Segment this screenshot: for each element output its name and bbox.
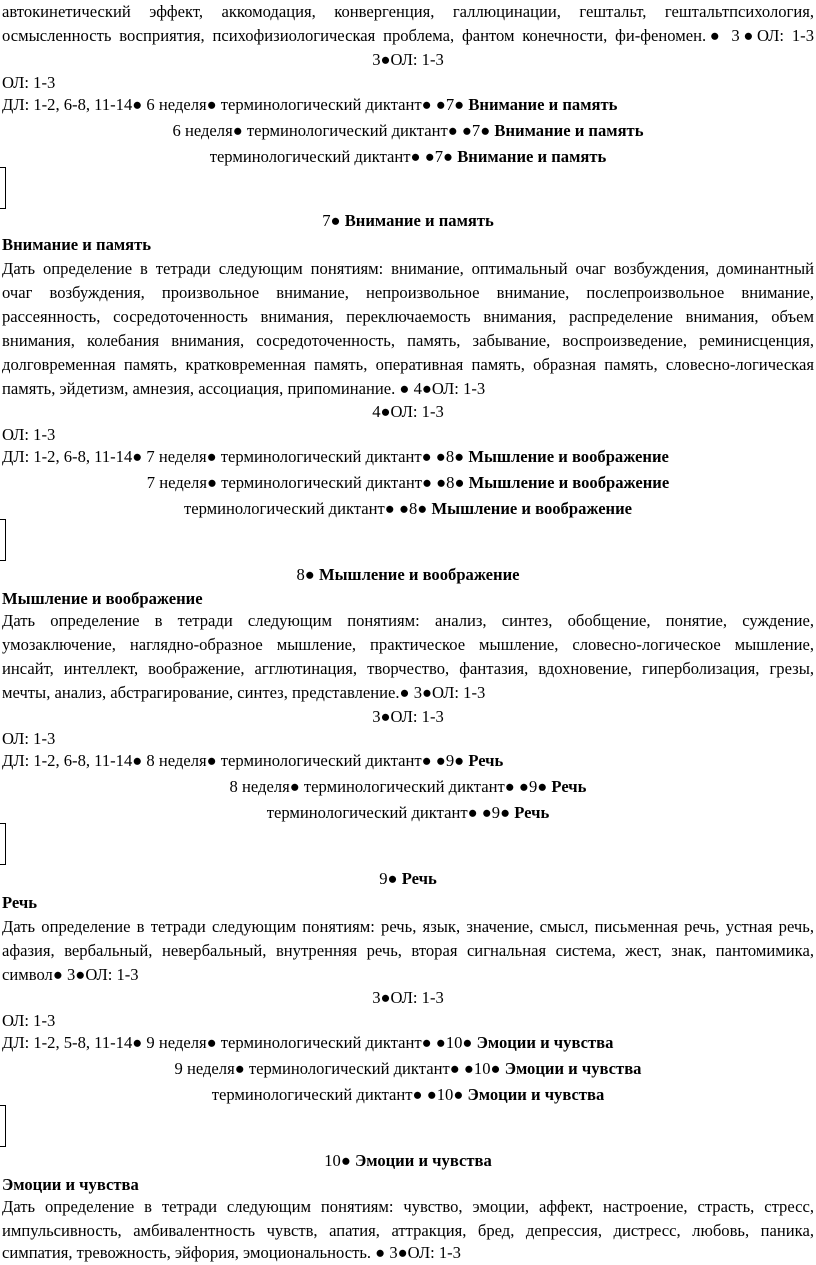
bold-title: Речь xyxy=(468,751,504,770)
text-line xyxy=(2,93,814,116)
text-line xyxy=(2,963,814,986)
centered-line xyxy=(2,563,814,586)
text-line xyxy=(2,749,814,772)
line-text: Дать определение в тетради следующим понятиям: речь, язык, значение, смысл, письменная речь, устная речь, xyxy=(2,917,814,936)
centered-line xyxy=(2,1083,814,1106)
bold-title: Мышление и воображение xyxy=(2,589,203,608)
text-line xyxy=(2,305,814,328)
margin-bar xyxy=(0,823,6,865)
text-line xyxy=(2,257,814,280)
line-text: ДЛ: 1-2, 6-8, 11-14● 8 неделя● терминологический диктант● ●9● xyxy=(2,751,469,770)
line-text: 6 неделя● терминологический диктант● ●7● xyxy=(172,121,495,140)
bold-title: Речь xyxy=(551,777,587,796)
line-text: ОЛ: 1-3 xyxy=(2,73,56,92)
text-line xyxy=(2,24,814,47)
text-line xyxy=(2,657,814,680)
line-text: Дать определение в тетради следующим понятиям: чувство, эмоции, аффект, настроение, страсть, стресс, xyxy=(2,1197,814,1216)
line-text: ДЛ: 1-2, 6-8, 11-14● 6 неделя● терминологический диктант● ●7● xyxy=(2,95,469,114)
centered-line xyxy=(2,986,814,1009)
centered-line xyxy=(2,471,814,494)
bold-title: Эмоции и чувства xyxy=(467,1085,605,1104)
bold-title: Мышление и воображение xyxy=(468,447,669,466)
margin-bar xyxy=(0,1105,6,1147)
line-text: осмысленность восприятия, психофизиологическая проблема, фантом конечности, фи-феномен.● 3●ОЛ: 1-3 xyxy=(2,26,814,45)
bold-title: Внимание и память xyxy=(344,211,494,230)
centered-line xyxy=(2,119,814,142)
text-line xyxy=(2,0,814,23)
line-text: 9 неделя● терминологический диктант● ●10● xyxy=(174,1059,505,1078)
section-heading xyxy=(2,891,814,914)
centered-line xyxy=(2,705,814,728)
margin-bar xyxy=(0,519,6,561)
text-line xyxy=(2,1219,814,1242)
bold-title: Мышление и воображение xyxy=(431,499,633,518)
text-line xyxy=(2,1241,814,1264)
line-text: 8 неделя● терминологический диктант● ●9● xyxy=(229,777,552,796)
line-text: рассеянность, сосредоточенность внимания, переключаемость внимания, распределение внимания, объем xyxy=(2,307,814,326)
bold-title: Эмоции и чувства xyxy=(476,1033,614,1052)
line-text: автокинетический эффект, аккомодация, конвергенция, галлюцинации, гештальт, гештальтпсихология, xyxy=(2,2,814,21)
line-text: терминологический диктант● ●10● xyxy=(211,1085,468,1104)
centered-line xyxy=(2,775,814,798)
centered-line xyxy=(2,1149,814,1172)
line-text: ДЛ: 1-2, 6-8, 11-14● 7 неделя● терминологический диктант● ●8● xyxy=(2,447,469,466)
section-heading xyxy=(2,233,814,256)
line-text: 3●ОЛ: 1-3 xyxy=(372,988,444,1007)
centered-line xyxy=(2,867,814,890)
section-heading xyxy=(2,587,814,610)
line-text: 8● xyxy=(296,565,319,584)
text-line xyxy=(2,1009,814,1032)
text-line xyxy=(2,281,814,304)
bold-title: Речь xyxy=(401,869,437,888)
bold-title: Эмоции и чувства xyxy=(2,1175,139,1194)
bold-title: Внимание и память xyxy=(468,95,618,114)
bold-title: Эмоции и чувства xyxy=(354,1151,492,1170)
line-text: импульсивность, амбивалентность чувств, апатия, аттракция, бред, депрессия, дистресс, любовь, паника, xyxy=(2,1221,814,1240)
text-line xyxy=(2,609,814,632)
line-text: внимания, колебания внимания, сосредоточенность, память, забывание, воспроизведение, реминисценция, xyxy=(2,331,814,350)
text-line xyxy=(2,727,814,750)
bold-title: Внимание и память xyxy=(2,235,152,254)
centered-line xyxy=(2,209,814,232)
line-text: ОЛ: 1-3 xyxy=(2,1011,56,1030)
line-text: память, эйдетизм, амнезия, ассоциация, припоминание. ● 4●ОЛ: 1-3 xyxy=(2,379,486,398)
line-text: 3●ОЛ: 1-3 xyxy=(372,50,444,69)
text-line xyxy=(2,423,814,446)
line-text: 7 неделя● терминологический диктант● ●8● xyxy=(146,473,469,492)
text-line xyxy=(2,681,814,704)
line-text: инсайт, интеллект, воображение, агглютинация, творчество, фантазия, вдохновение, гиперболизация, грезы, xyxy=(2,659,814,678)
line-text: 10● xyxy=(324,1151,355,1170)
line-text: Дать определение в тетради следующим понятиям: анализ, синтез, обобщение, понятие, суждение, xyxy=(2,611,814,630)
text-line xyxy=(2,1031,814,1054)
text-line xyxy=(2,71,814,94)
centered-line xyxy=(2,497,814,520)
line-text: 7● xyxy=(322,211,345,230)
text-line xyxy=(2,939,814,962)
centered-line xyxy=(2,400,814,423)
section-heading xyxy=(2,1173,814,1196)
bold-title: Эмоции и чувства xyxy=(504,1059,642,1078)
bold-title: Мышление и воображение xyxy=(318,565,520,584)
line-text: ОЛ: 1-3 xyxy=(2,425,56,444)
line-text: симпатия, тревожность, эйфория, эмоциональность. ● 3●ОЛ: 1-3 xyxy=(2,1243,461,1262)
bold-title: Речь xyxy=(514,803,550,822)
line-text: ДЛ: 1-2, 5-8, 11-14● 9 неделя● терминологический диктант● ●10● xyxy=(2,1033,477,1052)
bold-title: Внимание и память xyxy=(494,121,644,140)
line-text: терминологический диктант● ●8● xyxy=(183,499,432,518)
line-text: терминологический диктант● ●9● xyxy=(266,803,515,822)
text-line xyxy=(2,1195,814,1218)
line-text: очаг возбуждения, произвольное внимание, непроизвольное внимание, послепроизвольное внимание, xyxy=(2,283,814,302)
line-text: мечты, анализ, абстрагирование, синтез, представление.● 3●ОЛ: 1-3 xyxy=(2,683,486,702)
text-line xyxy=(2,633,814,656)
text-line xyxy=(2,329,814,352)
line-text: терминологический диктант● ●7● xyxy=(209,147,458,166)
text-line xyxy=(2,915,814,938)
line-text: умозаключение, наглядно-образное мышление, практическое мышление, словесно-логическое мышление, xyxy=(2,635,814,654)
line-text: долговременная память, кратковременная память, оперативная память, образная память, словесно-логическая xyxy=(2,355,814,374)
line-text: 3●ОЛ: 1-3 xyxy=(372,707,444,726)
bold-title: Мышление и воображение xyxy=(468,473,670,492)
bold-title: Внимание и память xyxy=(457,147,607,166)
text-line xyxy=(2,353,814,376)
line-text: Дать определение в тетради следующим понятиям: внимание, оптимальный очаг возбуждения, доминантный xyxy=(2,259,814,278)
centered-line xyxy=(2,801,814,824)
text-line xyxy=(2,377,814,400)
margin-bar xyxy=(0,167,6,209)
text-line xyxy=(2,445,814,468)
line-text: 9● xyxy=(379,869,402,888)
line-text: ОЛ: 1-3 xyxy=(2,729,56,748)
centered-line xyxy=(2,1057,814,1080)
line-text: афазия, вербальный, невербальный, внутренняя речь, вторая сигнальная система, жест, знак, пантомимика, xyxy=(2,941,814,960)
line-text: символ● 3●ОЛ: 1-3 xyxy=(2,965,139,984)
centered-line xyxy=(2,48,814,71)
line-text: 4●ОЛ: 1-3 xyxy=(372,402,444,421)
centered-line xyxy=(2,145,814,168)
bold-title: Речь xyxy=(2,893,38,912)
